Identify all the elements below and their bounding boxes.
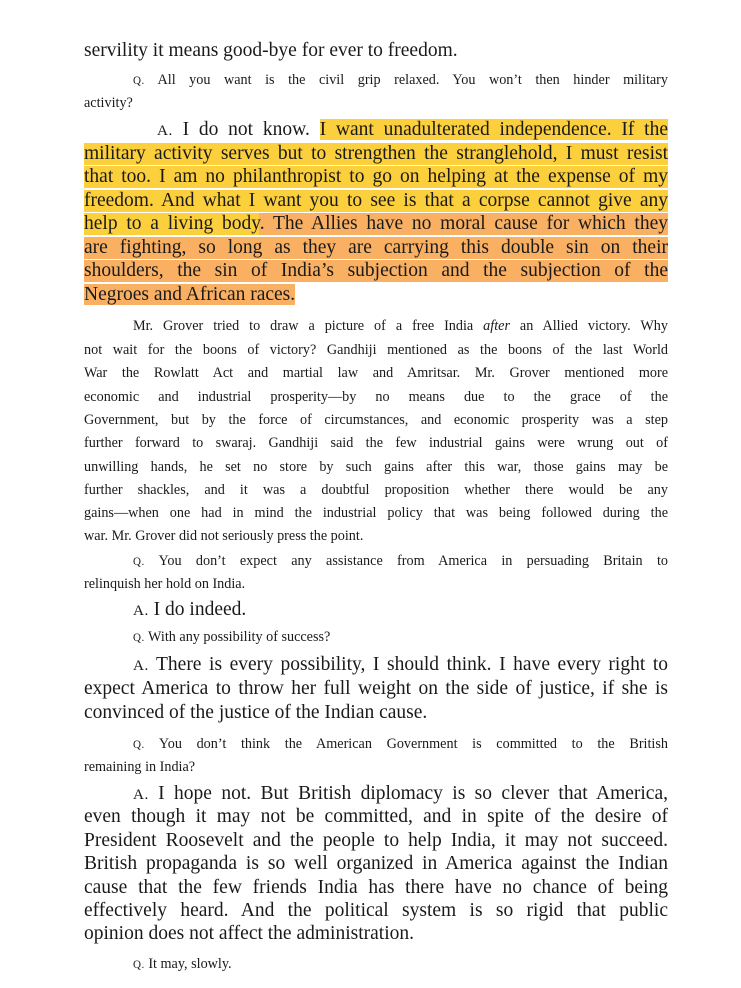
text-line xyxy=(84,923,668,945)
question-marker: Q. xyxy=(133,75,145,87)
text-run: unwilling hands, he set no store by such gains after this war, those gains may be xyxy=(84,459,668,475)
text-run: British propaganda is so well organized in America against the Indian xyxy=(84,853,668,874)
text-run: activity? xyxy=(84,95,133,111)
question-line xyxy=(133,629,668,646)
question-line xyxy=(133,736,668,753)
text-line xyxy=(84,412,668,429)
text-run: even though it may not be committed, and in spite of the desire of xyxy=(84,806,668,827)
text-line xyxy=(84,389,668,406)
text-run: shoulders, the sin of India’s subjection and the subjection of the xyxy=(84,260,668,281)
text-line xyxy=(84,576,668,593)
text-run: President Roosevelt and the people to help India, it may not succeed. xyxy=(84,830,668,851)
text-run: Mr. Grover tried to draw a picture of a free India xyxy=(133,318,484,334)
answer-marker: A. xyxy=(133,786,149,803)
text-run: remaining in India? xyxy=(84,759,196,775)
text-run: relinquish her hold on India. xyxy=(84,576,246,592)
text-line xyxy=(84,482,668,499)
text-run: military activity serves but to strengthen the stranglehold, I must resist xyxy=(84,143,668,164)
text-line xyxy=(84,435,668,452)
text-line xyxy=(84,900,668,922)
text-line xyxy=(84,40,668,62)
text-run: an Allied victory. Why xyxy=(509,318,668,334)
text-run: not wait for the boons of victory? Gandhiji mentioned as the boons of the last World xyxy=(84,342,668,358)
highlighted-line xyxy=(84,166,668,188)
text-line xyxy=(84,877,668,899)
text-run: I do indeed. xyxy=(148,599,247,620)
text-run: are fighting, so long as they are carrying this double sin on their xyxy=(84,237,668,258)
text-line xyxy=(84,678,668,700)
text-run: help to a living body. xyxy=(84,213,265,234)
text-run: convinced of the justice of the Indian cause. xyxy=(84,702,428,723)
highlighted-line xyxy=(84,143,668,165)
text-run: You don’t think the American Government is committed to the British xyxy=(144,736,668,752)
answer-line xyxy=(133,783,668,805)
text-run: gains—when one had in mind the industrial policy that was being followed during the xyxy=(84,505,668,521)
question-marker: Q. xyxy=(133,959,145,971)
text-line xyxy=(84,459,668,476)
text-run: Negroes and African races. xyxy=(84,284,296,305)
highlighted-line xyxy=(84,260,668,282)
text-line xyxy=(84,528,668,545)
text-line xyxy=(84,806,668,828)
question-marker: Q. xyxy=(133,556,145,568)
text-run: effectively heard. And the political system is so rigid that public xyxy=(84,900,668,921)
text-run: I hope not. But British diplomacy is so clever that America, xyxy=(148,783,668,804)
highlighted-line xyxy=(84,284,668,306)
text-run: opinion does not affect the administration. xyxy=(84,923,414,944)
answer-marker: A. xyxy=(133,657,149,674)
text-run: that too. I am no philanthropist to go on helping at the expense of my xyxy=(84,166,668,187)
highlighted-line xyxy=(84,190,668,212)
answer-line xyxy=(133,654,668,676)
text-run: War the Rowlatt Act and martial law and Amritsar. Mr. Grover mentioned more xyxy=(84,365,668,381)
text-line xyxy=(84,505,668,522)
text-line xyxy=(84,95,668,112)
text-run: With any possibility of success? xyxy=(144,629,331,645)
answer-marker: A. xyxy=(133,602,149,619)
question-marker: Q. xyxy=(133,739,145,751)
text-run: It may, slowly. xyxy=(144,956,232,972)
text-line xyxy=(84,853,668,875)
text-run: You don’t expect any assistance from America in persuading Britain to xyxy=(144,553,668,569)
text-run: All you want is the civil grip relaxed. You won’t then hinder military xyxy=(144,72,668,88)
text-line xyxy=(84,830,668,852)
text-run: further forward to swaraj. Gandhiji said the few industrial gains were wrung out of xyxy=(84,435,668,451)
text-run: There is every possibility, I should think. I have every right to xyxy=(148,654,668,675)
text-run: I do not know. xyxy=(172,119,320,140)
answer-line xyxy=(133,599,668,621)
answer-line xyxy=(157,119,668,141)
text-run: Government, but by the force of circumstances, and economic prosperity was a step xyxy=(84,412,668,428)
text-run: war. Mr. Grover did not seriously press the point. xyxy=(84,528,364,544)
text-run: expect America to throw her full weight on the side of justice, if she is xyxy=(84,678,668,699)
text-line xyxy=(133,318,668,335)
text-run: economic and industrial prosperity—by no means due to the grace of the xyxy=(84,389,668,405)
emphasis: after xyxy=(483,318,510,334)
answer-marker: A. xyxy=(157,122,173,139)
text-run: further shackles, and it was a doubtful proposition whether there would be any xyxy=(84,482,668,498)
text-line xyxy=(84,759,668,776)
question-line xyxy=(133,956,668,973)
question-line xyxy=(133,72,668,89)
text-line xyxy=(84,365,668,382)
highlighted-line xyxy=(84,213,668,235)
highlight-orange: The Allies have no moral cause for which they xyxy=(264,213,668,234)
highlighted-line xyxy=(84,237,668,259)
question-line xyxy=(133,553,668,570)
highlight-yellow: I want unadulterated independence. If the xyxy=(319,119,668,140)
text-line xyxy=(84,342,668,359)
question-marker: Q. xyxy=(133,632,145,644)
text-line xyxy=(84,702,668,724)
text-run: freedom. And what I want you to see is that a corpse cannot give any xyxy=(84,190,668,211)
text-run: cause that the few friends India has there have no chance of being xyxy=(84,877,668,898)
text-run: servility it means good-bye for ever to freedom. xyxy=(84,40,458,61)
